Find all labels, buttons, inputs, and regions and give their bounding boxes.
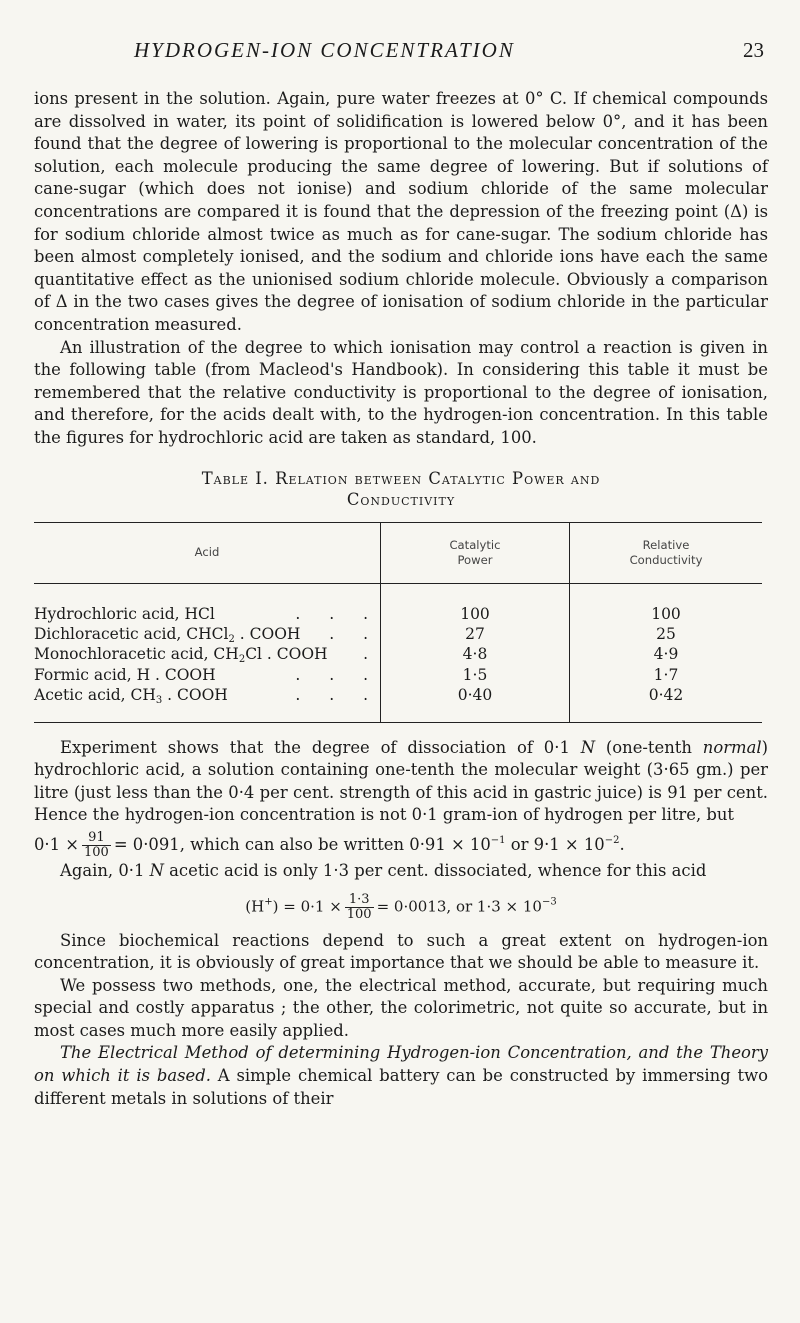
conductivity-cell: 100 — [570, 583, 763, 624]
eq-rhs: = 0·0013, or 1·3 × 10 — [376, 897, 542, 915]
leader-dots: . . — [329, 624, 380, 643]
eq-end: . — [619, 834, 625, 854]
eq-mid: or 9·1 × 10 — [505, 834, 605, 854]
exponent: −3 — [541, 896, 557, 907]
acid-cell — [34, 665, 381, 685]
acid-cell — [34, 624, 381, 644]
table-row — [34, 665, 762, 685]
acid-subscript: 2 — [228, 633, 235, 645]
text-run: Again, 0·1 — [60, 860, 150, 880]
header-catalytic-line1: Catalytic — [449, 537, 501, 552]
paragraph-biochemical: Since biochemical reactions depend to such a great extent on hydrogen-ion concentration, it is obviously of great importance that we should be able to measure it. — [34, 930, 768, 973]
page-number: 23 — [743, 38, 764, 62]
text-run: acetic acid is only 1·3 per cent. dissociated, whence for this acid — [163, 860, 707, 880]
running-head — [34, 26, 768, 60]
catalytic-power-table — [34, 522, 762, 723]
leader-dots: . . . — [295, 665, 380, 684]
table-caption-title-line2: Conductivity — [346, 489, 456, 509]
equation-acetic — [34, 893, 768, 922]
header-catalytic-line2: Power — [457, 552, 493, 567]
acid-cell — [34, 685, 381, 722]
exponent: −1 — [490, 834, 506, 846]
fraction — [82, 831, 111, 860]
catalytic-cell: 100 — [381, 583, 570, 624]
fraction-numerator: 91 — [82, 831, 111, 846]
table-caption-label: Table I. — [201, 468, 269, 488]
text-run: (one-tenth — [595, 737, 703, 757]
exponent: −2 — [604, 834, 620, 846]
acid-name: Dichloracetic acid, CHCl — [34, 624, 229, 643]
catalytic-cell: 27 — [381, 624, 570, 644]
acid-cell — [34, 583, 381, 624]
conductivity-cell: 4·9 — [570, 644, 763, 664]
eq-lhs: (H — [245, 897, 265, 915]
leader-dots: . . . — [295, 686, 380, 705]
acid-name-rest: . COOH — [162, 686, 228, 705]
acid-name-rest: Cl . COOH — [245, 645, 328, 664]
catalytic-cell: 0·40 — [381, 685, 570, 722]
acid-name: Acetic acid, CH — [34, 686, 156, 705]
paragraph-freezing-point: ions present in the solution. Again, pure water freezes at 0° C. If chemical compounds are dissolved in water, its point of solidification is lowered below 0°, and it has been found that the degree of lowering is proportional to the molecular concentration of the solution, each molecule producing the same degree of lowering. But if solutions of cane-sugar (which does not ionise) and sodium chloride of the same molecular concentrations are compared it is found that the depression of the freezing point (Δ) is for sodium chloride almost twice as much as for cane-sugar. The sodium chloride has been almost completely ionised, and the sodium and chloride ions have each the same quantitative effect as the unionised sodium chloride molecule. Obviously a comparison of Δ in the two cases gives the degree of ionisation of sodium chloride in the particular concentration measured. — [34, 89, 768, 334]
eq-mid: ) = 0·1 × — [272, 897, 342, 915]
acid-subscript: 3 — [155, 695, 163, 707]
table-caption — [34, 468, 768, 510]
conductivity-cell: 0·42 — [570, 685, 763, 722]
eq-lhs: 0·1 × — [34, 834, 80, 854]
leader-dots: . — [363, 645, 380, 664]
paragraph-illustration: An illustration of the degree to which ionisation may control a reaction is given in the following table (from Macleod's Handbook). In considering this table it must be remembered that the relative conductivity is proportional to the degree of ionisation, and therefore, for the acids dealt with, to the hydrogen-ion concentration. In this table the figures for hydrochloric acid are taken as standard, 100. — [34, 337, 768, 447]
acid-cell — [34, 644, 381, 664]
header-relative-conductivity — [570, 522, 763, 583]
eq-rhs: = 0·091, which can also be written 0·91 × 10 — [113, 834, 491, 854]
table-row — [34, 685, 762, 722]
paragraph-methods: We possess two methods, one, the electrical method, accurate, but requiring much special and costly apparatus ; the other, the colorimetric, not quite so accurate, but in most cases much more easily applied. — [34, 975, 768, 1040]
conductivity-cell: 1·7 — [570, 665, 763, 685]
section-heading-italic: The Electrical Method of determining Hydrogen-ion Concentration, and the Theory on which it is based. — [34, 1043, 768, 1086]
table-row — [34, 644, 762, 664]
running-head-title: HYDROGEN-ION CONCENTRATION — [134, 38, 515, 62]
normality-symbol: N — [149, 860, 164, 880]
conductivity-cell: 25 — [570, 624, 763, 644]
book-page — [34, 26, 768, 1110]
table-row — [34, 583, 762, 624]
text-run: Experiment shows that the degree of dissociation of 0·1 — [60, 737, 581, 757]
paragraph-electrical-method — [34, 1042, 768, 1110]
catalytic-cell: 4·8 — [381, 644, 570, 664]
superscript: + — [264, 896, 273, 907]
catalytic-cell: 1·5 — [381, 665, 570, 685]
text-run: A simple chemical battery can be constructed by immersing two different metals in solutions of their — [34, 1066, 769, 1108]
table-header-row — [34, 522, 762, 583]
acid-name: Hydrochloric acid, HCl — [34, 604, 215, 623]
table-caption-title-line1: Relation between Catalytic Power and — [275, 468, 601, 488]
header-conductivity-line1: Relative — [642, 537, 690, 552]
paragraph-acetic — [34, 860, 768, 883]
paragraph-dissociation — [34, 737, 768, 827]
normality-symbol: N — [580, 737, 596, 757]
acid-subscript: 2 — [238, 654, 246, 666]
acid-name: Monochloracetic acid, CH — [34, 645, 239, 664]
acid-name-rest: . COOH — [234, 624, 301, 643]
fraction-numerator: 1·3 — [345, 893, 374, 908]
acid-name: Formic acid, H . COOH — [34, 665, 216, 684]
fraction-denominator: 100 — [84, 844, 109, 860]
header-acid: Acid — [34, 522, 381, 583]
table-row — [34, 624, 762, 644]
fraction — [345, 893, 374, 922]
leader-dots: . . . — [295, 604, 380, 623]
equation-hcl — [34, 831, 768, 860]
italic-normal: normal — [702, 737, 762, 757]
header-catalytic-power — [381, 522, 570, 583]
text-run: ) hydrochloric acid, a solution containing one-tenth the molecular weight (3·65 gm.) per litre (just less than the 0·4 per cent. strength of this acid in gastric juice) is 91 per cent. Hence the hydrogen-ion concentration is not 0·1 gram-ion of hydrogen per litre, but — [34, 737, 768, 825]
header-conductivity-line2: Conductivity — [629, 552, 703, 567]
fraction-denominator: 100 — [346, 906, 372, 922]
